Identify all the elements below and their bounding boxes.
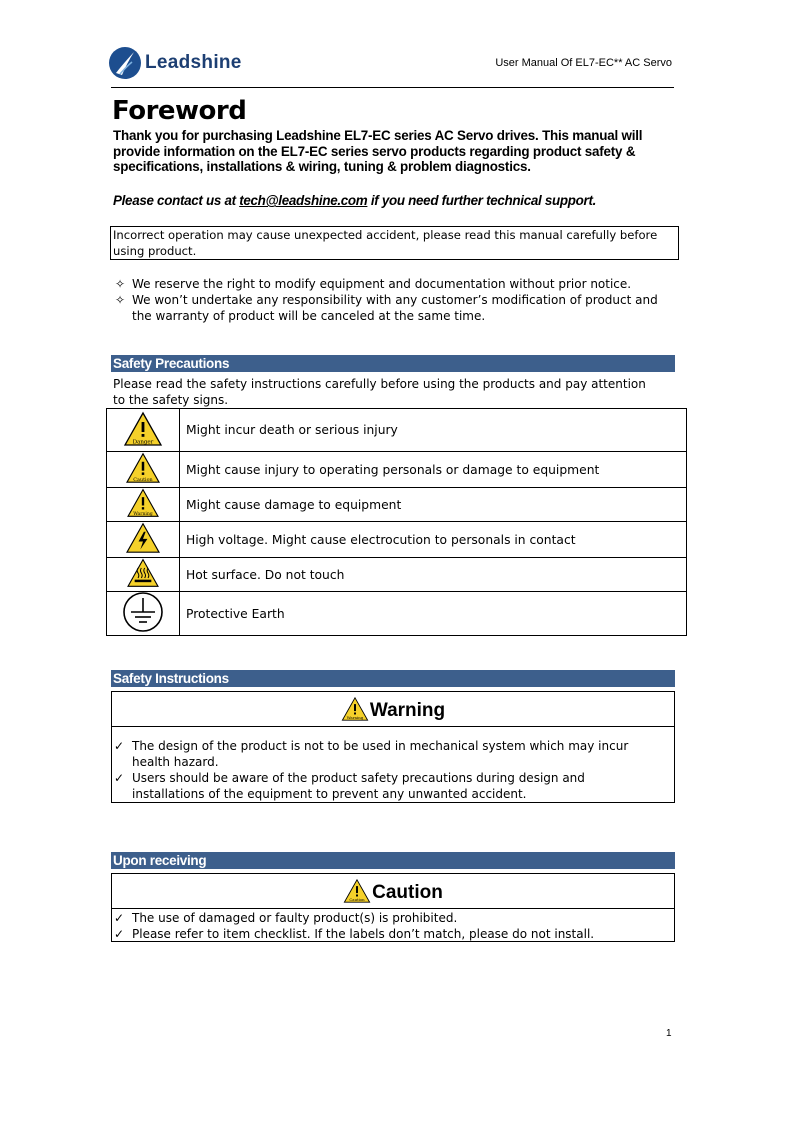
disclaimer-list <box>115 276 680 324</box>
protective-earth-icon <box>120 592 166 632</box>
brand-name: Leadshine <box>145 52 242 73</box>
list-item <box>115 292 680 308</box>
notice-line-1: Incorrect operation may cause unexpected accident, please read this manual carefully before <box>113 228 658 242</box>
checkmark-icon: ✓ <box>114 739 125 753</box>
list-item: ✓ The use of damaged or faulty product(s) is prohibited. <box>114 911 458 925</box>
notice-line-2: using product. <box>113 244 197 258</box>
table-row <box>107 452 687 488</box>
manual-title: User Manual Of EL7-EC** AC Servo <box>495 57 672 69</box>
sign-icon-cell <box>107 488 180 522</box>
table-row <box>107 558 687 592</box>
sign-icon-cell <box>107 452 180 488</box>
bullet-text: We won’t undertake any responsibility with any customer’s modification of product and <box>132 293 658 307</box>
sign-description: Might cause injury to operating personals or damage to equipment <box>180 452 687 488</box>
caution-box-title: Caution <box>372 882 443 903</box>
caution-box-icon-label: Caution <box>349 897 365 903</box>
warning-box-title: Warning <box>369 700 446 721</box>
sign-icon-cell <box>107 409 180 452</box>
safety-instructions-heading: Safety Instructions <box>111 670 675 687</box>
caution-triangle-icon <box>343 878 371 904</box>
checkmark-icon: ✓ <box>114 771 125 785</box>
list-item-continuation: health hazard. <box>132 755 219 769</box>
list-item: ✓ Users should be aware of the product safety precautions during design and <box>114 771 585 785</box>
warning-label: Warning <box>133 512 153 518</box>
leadshine-logo <box>108 46 242 80</box>
warning-box-header <box>112 692 674 727</box>
contact-prefix: Please contact us at <box>113 193 240 208</box>
sign-description: Hot surface. Do not touch <box>180 558 687 592</box>
list-item: ✓ Please refer to item checklist. If the labels don’t match, please do not install. <box>114 927 595 941</box>
warning-triangle-icon <box>341 696 369 722</box>
table-row <box>107 592 687 636</box>
table-row <box>107 488 687 522</box>
desc-line-1: Please read the safety instructions carefully before using the products and pay attention <box>113 377 646 391</box>
danger-triangle-icon <box>123 411 163 447</box>
diamond-bullet-icon: ✧ <box>115 277 126 291</box>
checkmark-icon: ✓ <box>114 927 125 941</box>
table-row <box>107 522 687 558</box>
contact-line <box>113 193 678 208</box>
safety-precautions-desc <box>113 376 678 408</box>
bullet-text: the warranty of product will be canceled at the same time. <box>132 309 486 323</box>
page-number: 1 <box>666 1028 672 1039</box>
caution-box <box>111 873 675 942</box>
sign-icon-cell <box>107 558 180 592</box>
list-item-continuation: installations of the equipment to prevent any unwanted accident. <box>132 787 527 801</box>
list-item: ✓ The design of the product is not to be used in mechanical system which may incur <box>114 739 629 753</box>
caution-label: Caution <box>133 476 153 483</box>
bullet-text: We reserve the right to modify equipment and documentation without prior notice. <box>132 277 632 291</box>
upon-receiving-heading: Upon receiving <box>111 852 675 869</box>
high-voltage-icon <box>125 522 161 554</box>
hot-surface-icon <box>125 558 161 588</box>
list-item <box>115 276 680 292</box>
sign-icon-cell <box>107 592 180 636</box>
safety-precautions-heading: Safety Precautions <box>111 355 675 372</box>
caution-triangle-icon <box>125 452 161 484</box>
leadshine-logo-icon <box>108 46 142 80</box>
contact-suffix: if you need further technical support. <box>367 193 597 208</box>
list-item-continuation <box>115 308 680 324</box>
page-title: Foreword <box>112 96 247 126</box>
sign-icon-cell <box>107 522 180 558</box>
sign-description: Might cause damage to equipment <box>180 488 687 522</box>
desc-line-2: to the safety signs. <box>113 393 229 407</box>
warning-triangle-icon <box>126 488 160 518</box>
notice-box <box>110 226 679 260</box>
sign-description: Might incur death or serious injury <box>180 409 687 452</box>
table-row <box>107 409 687 452</box>
checkmark-icon: ✓ <box>114 911 125 925</box>
safety-signs-table <box>106 408 687 636</box>
warning-box <box>111 691 675 803</box>
caution-list <box>112 909 674 942</box>
diamond-bullet-icon: ✧ <box>115 293 126 307</box>
sign-description: Protective Earth <box>180 592 687 636</box>
warning-list <box>112 727 674 802</box>
danger-label: Danger <box>132 439 154 445</box>
caution-box-header <box>112 874 674 909</box>
warning-box-icon-label: Warning <box>346 715 364 721</box>
header-divider <box>111 87 674 88</box>
sign-description: High voltage. Might cause electrocution to personals in contact <box>180 522 687 558</box>
contact-email-link[interactable]: tech@leadshine.com <box>239 193 368 208</box>
intro-paragraph: Thank you for purchasing Leadshine EL7-EC series AC Servo drives. This manual will provide information on the EL7-EC series servo products regarding product safety & specifications, installations & wiring, tuning & problem diagnostics. <box>113 128 643 174</box>
